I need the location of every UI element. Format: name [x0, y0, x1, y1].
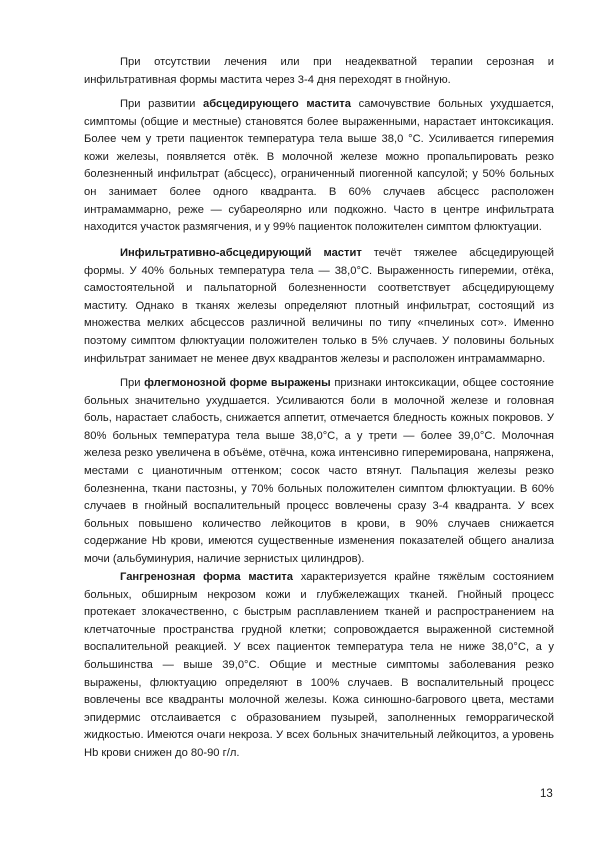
paragraph-gangrenous-mastitis	[84, 569, 554, 763]
paragraph-text: течёт тяжелее абсцедирующей формы. У 40% больных температура тела — 38,0°С. Выраженность гиперемии, отёка, самостоятельной и пальпаторной болезненности соответствует абсцедирующему маститу. Однако в тканях железы определяют плотный инфильтрат, состоящий из множества мелких абсцессов различной величины по типу «пчелиных сот». Именно поэтому симптом флюктуации положителен только в 5% случаев. У половины больных инфильтрат занимает не менее двух квадрантов железы и расположен интрамаммарно.	[84, 247, 554, 365]
paragraph-phlegmonous-mastitis	[84, 375, 554, 569]
paragraph-term: Инфильтративно-абсцедирующий мастит	[120, 247, 362, 259]
paragraph-term: абсцедирующего мастита	[203, 98, 351, 110]
paragraph-lead: При развитии	[120, 98, 203, 110]
paragraph-lead: При	[120, 377, 145, 389]
paragraph-infiltrative-abscess-mastitis	[84, 245, 554, 368]
paragraph-text: самочувствие больных ухудшается, симптомы (общие и местные) становятся более выраженными, нарастает интоксикация. Более чем у трети пациенток температура тела выше 38,0 °С. Усиливается гиперемия кожи железы, появляется отёк. В молочной железе можно пропальпировать резко болезненный инфильтрат (абсцесс), ограниченный пиогенной капсулой; у 50% больных он занимает более одного квадранта. В 60% случаев абсцесс расположен интрамаммарно, реже — субареолярно или подкожно. Часто в центре инфильтрата находится участок размягчения, и у 99% пациенток положителен симптом флюктуации.	[84, 98, 554, 234]
paragraph-abscess-mastitis	[84, 96, 554, 237]
paragraph-term: флегмонозной форме выражены	[144, 377, 331, 389]
paragraph-text: характеризуется крайне тяжёлым состоянием больных, обширным некрозом кожи и глубжележащих тканей. Гнойный процесс протекает злокачественно, с быстрым расплавлением тканей и распространением на клетчаточные пространства грудной клетки; сопровождается выраженной системной воспалительной реакцией. У всех пациенток температура тела не ниже 38,0°С, а у большинства — выше 39,0°С. Общие и местные симптомы заболевания резко выражены, флюктуацию определяют в 100% случаев. В воспалительный процесс вовлечены все квадранты молочной железы. Кожа синюшно-багрового цвета, местами эпидермис отслаивается с образованием пузырей, заполненных геморрагической жидкостью. Имеются очаги некроза. У всех больных значительный лейкоцитоз, а уровень Нb крови снижен до 80-90 г/л.	[84, 571, 554, 759]
paragraph-text: При отсутствии лечения или при неадекватной терапии серозная и инфильтративная формы мастита через 3-4 дня переходят в гнойную.	[84, 56, 554, 86]
paragraph-term: Гангренозная форма мастита	[120, 571, 293, 583]
paragraph-text: признаки интоксикации, общее состояние больных значительно ухудшается. Усиливаются боли в молочной железе и головная боль, нарастает слабость, снижается аппетит, отмечается бледность кожных покровов. У 80% больных температура тела выше 38,0°С, а у трети — более 39,0°С. Молочная железа резко увеличена в объёме, отёчна, кожа интенсивно гиперемирована, напряжена, местами с цианотичным оттенком; сосок часто втянут. Пальпация железы резко болезненна, ткани пастозны, у 70% больных положителен симптом флюктуации. В 60% случаев в гнойный воспалительный процесс вовлечены сразу 3-4 квадранта. У всех больных повышено количество лейкоцитов в крови, в 90% случаев снижается содержание Нb крови, имеются существенные изменения показателей общего анализа мочи (альбуминурия, наличие зернистых цилиндров).	[84, 377, 555, 565]
page-number: 13	[540, 788, 553, 800]
paragraph-untreated-progression	[84, 54, 554, 89]
